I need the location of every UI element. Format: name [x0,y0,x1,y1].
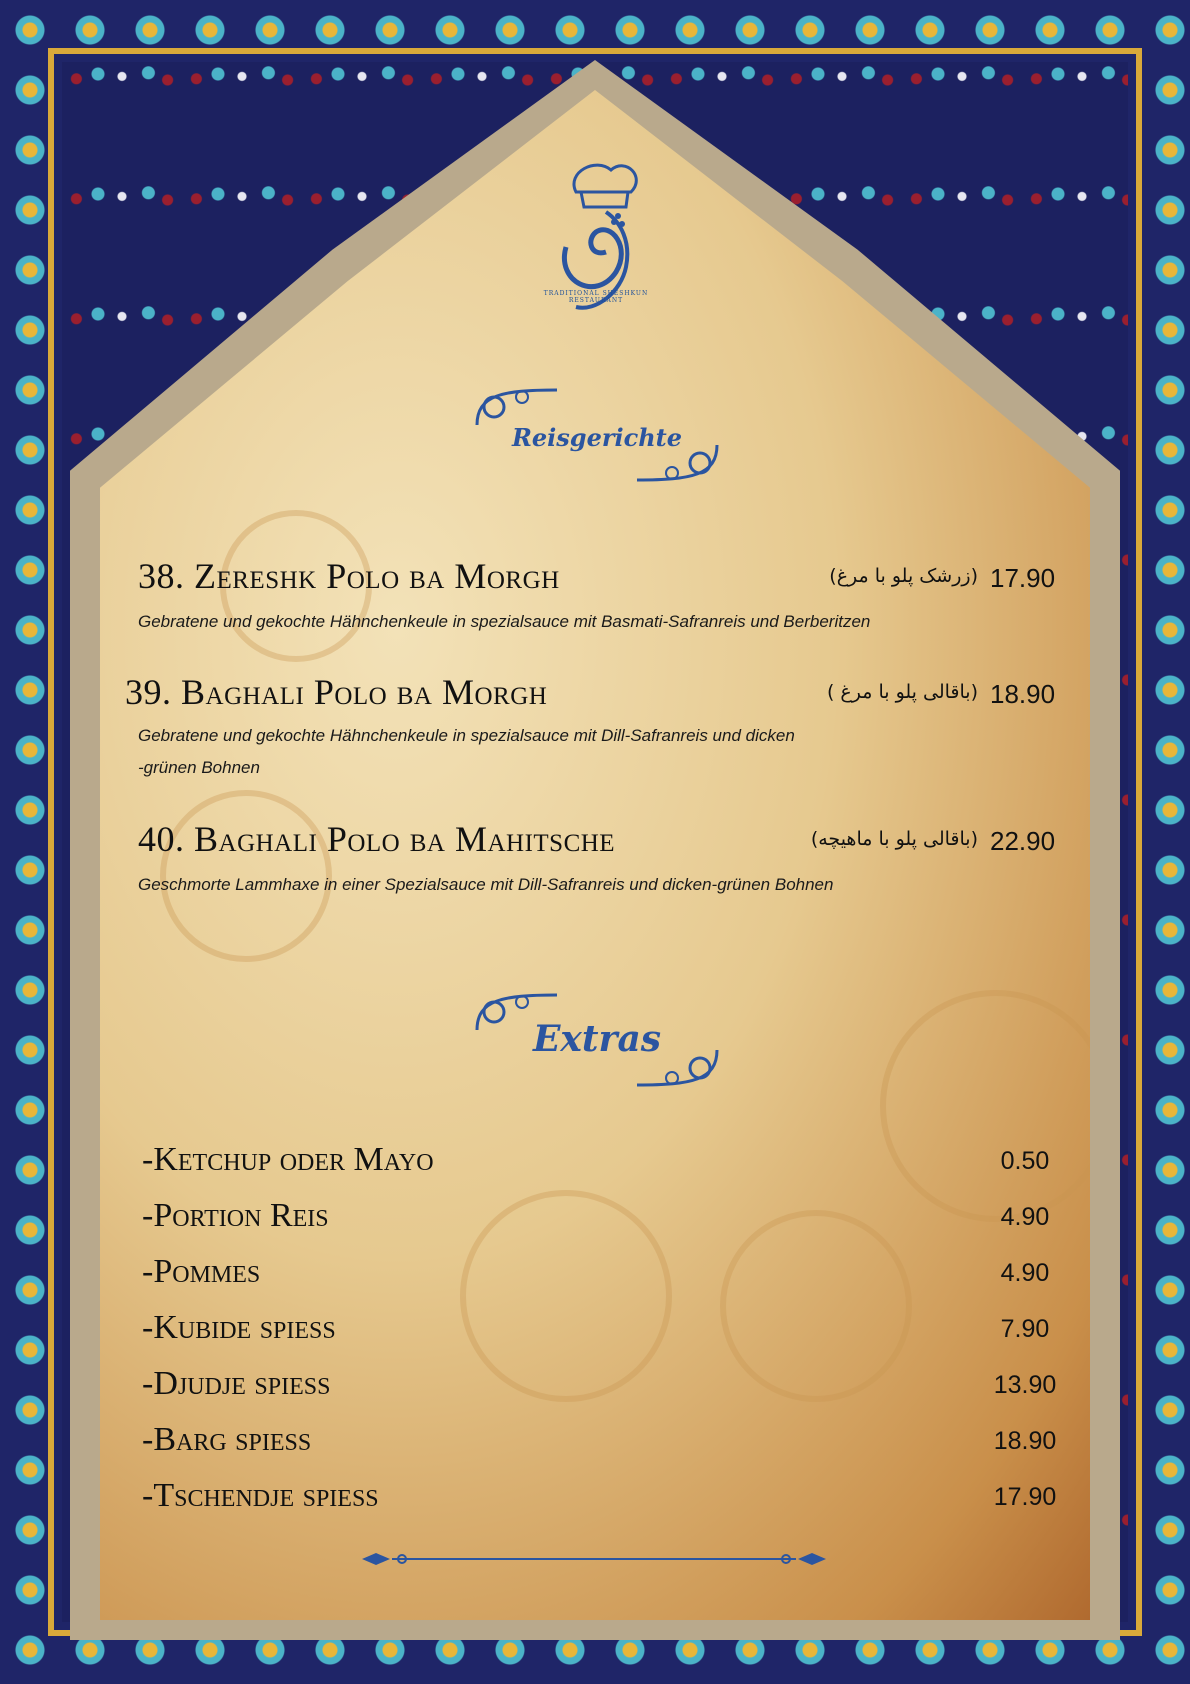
dish-description [138,720,795,784]
extra-price: 0.50 [1000,1147,1050,1175]
extra-price: 18.90 [993,1427,1057,1455]
rice-section-heading [472,385,722,485]
extra-name: -Barg spiess [142,1421,312,1458]
dish-price: 22.90 [990,826,1056,856]
dish-persian-name: (باقالی پلو با ماهیچه) [810,828,978,850]
swirl-decoration [720,1210,912,1402]
bottom-divider-ornament [362,1553,826,1565]
extra-name: -Pommes [142,1253,261,1290]
dish-persian-name: (باقالی پلو با مرغ ) [826,681,978,703]
extras-section-heading [472,990,722,1090]
extra-price: 4.90 [1000,1259,1050,1287]
swirl-decoration [460,1190,672,1402]
logo-caption-line1: TRADITIONAL SHESHKUN [543,290,649,297]
dish-name: 40. Baghali Polo ba Mahitsche [138,819,616,859]
dish-description-line: Gebratene und gekochte Hähnchenkeule in spezialsauce mit Dill-Safranreis und dicken [138,726,795,745]
dish-price: 18.90 [990,679,1056,709]
dish-price: 17.90 [990,563,1056,593]
logo-caption [538,290,654,304]
dish-persian-name: (زرشک پلو با مرغ) [829,565,978,587]
extra-name: -Portion Reis [142,1197,329,1234]
extra-price: 13.90 [993,1371,1057,1399]
extra-name: -Kubide spiess [142,1309,336,1346]
logo-caption-line2: RESTAURANT [568,297,624,304]
dish-description-line: Geschmorte Lammhaxe in einer Spezialsauce mit Dill-Safranreis und dicken-grünen Bohnen [138,875,834,894]
extra-price: 4.90 [1000,1203,1050,1231]
dish-description-line: Gebratene und gekochte Hähnchenkeule in spezialsauce mit Basmati-Safranreis und Berberitzen [138,612,871,631]
dish-description-line: -grünen Bohnen [138,758,260,777]
dish-description [138,869,833,901]
dish-description [138,606,870,638]
rice-section-title: Reisgerichte [511,423,683,452]
extra-name: -Djudje spiess [142,1365,331,1402]
dish-name: 39. Baghali Polo ba Morgh [125,672,548,712]
extra-price: 17.90 [993,1483,1057,1511]
extra-name: -Tschendje spiess [142,1477,379,1514]
extras-section-title: Extras [532,1018,662,1060]
dish-name: 38. Zereshk Polo ba Morgh [138,556,560,596]
swirl-decoration [880,990,1112,1222]
extra-name: -Ketchup oder Mayo [142,1141,434,1178]
extra-price: 7.90 [1000,1315,1050,1343]
